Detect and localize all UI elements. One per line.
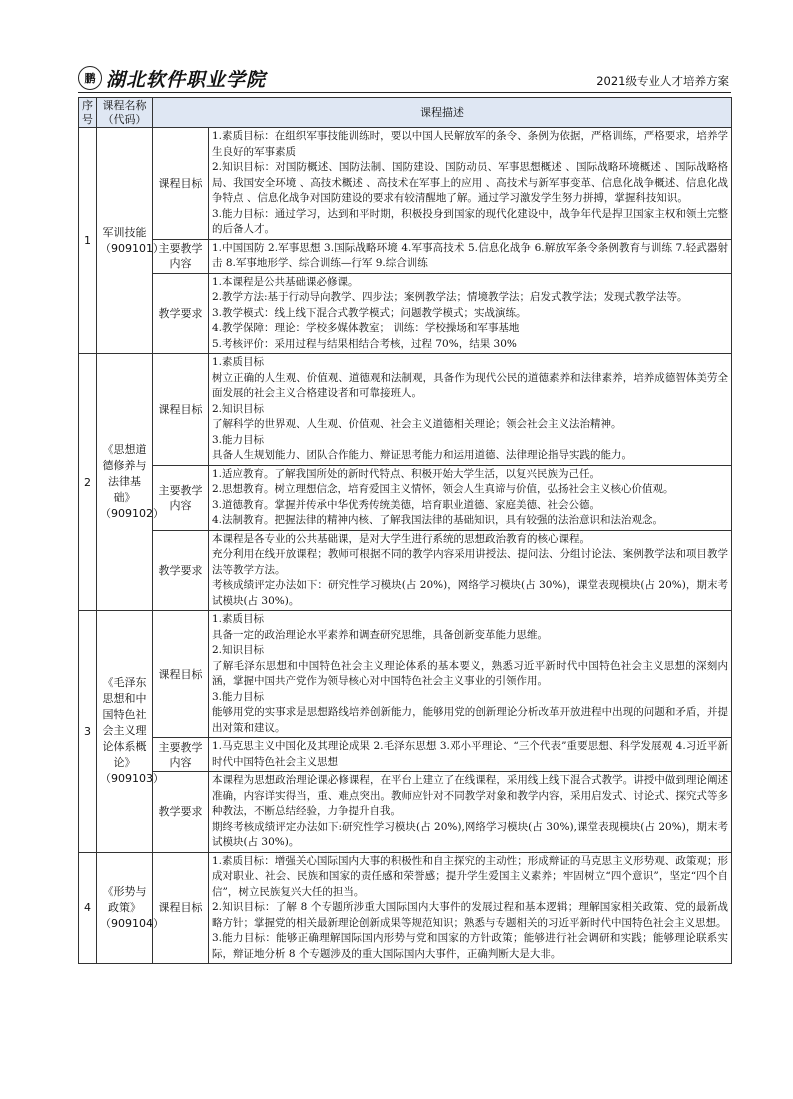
table-row	[79, 354, 732, 466]
course-serial-number: 2	[79, 354, 97, 611]
description-line: 2.知识目标：对国防概述、国防法制、国防建设、国防动员、军事思想概述 、国际战略环境概述 、国际战略格局、我国安全环境 、高技术概述 、高技术在军事上的应用 、高技术与新军事变革、信息化战争概述、信息化战争特点 、信息化战争对国防建设的要求有较清醒地了解。通过学习激发学生努力拼搏，掌握科技知识。	[212, 161, 728, 204]
description-line: 充分利用在线开放课程；教师可根据不同的教学内容采用讲授法、提问法、分组讨论法、案例教学法和项目教学法等教学方法。	[212, 548, 728, 576]
description-line: 了解毛泽东思想和中国特色社会主义理论体系的基本要义，熟悉习近平新时代中国特色社会主义思想的深刻内涵，掌握中国共产党作为领导核心对中国特色社会主义事业的引领作用。	[212, 659, 728, 687]
section-label: 教学要求	[153, 772, 209, 853]
section-content	[209, 465, 732, 530]
section-label: 主要教学内容	[153, 738, 209, 772]
school-emblem-icon: 鹏	[78, 66, 102, 90]
course-serial-number: 3	[79, 611, 97, 853]
course-serial-number: 4	[79, 852, 97, 964]
section-label: 主要教学内容	[153, 239, 209, 273]
description-line: 树立正确的人生观、价值观、道德观和法制观，具备作为现代公民的道德素养和法律素养，培养成德智体美劳全面发展的社会主义合格建设者和可靠接班人。	[212, 371, 728, 399]
description-line: 具备一定的政治理论水平素养和调查研究思维，具备创新变革能力思维。	[212, 628, 548, 641]
section-label: 课程目标	[153, 852, 209, 964]
school-name: 湖北软件职业学院	[106, 68, 267, 91]
description-line: 1.素质目标：增强关心国际国内大事的积极性和自主探究的主动性；形成辩证的马克思主义形势观、政策观；形成对职业、社会、民族和国家的责任感和荣誉感；提升学生爱国主义素养；牢固树立“四个意识”，坚定“四个自信”，树立民族复兴大任的担当。	[212, 854, 728, 898]
description-line: 2.教学方法:基于行动导向教学、四步法；案例教学法；情境教学法；启发式教学法；发现式教学法等。	[212, 291, 688, 303]
header-serial-number: 序号	[79, 98, 97, 128]
header-course-description: 课程描述	[153, 98, 732, 128]
description-line: 5.考核评价：采用过程与结果相结合考核，过程 70%，结果 30%	[212, 337, 517, 350]
section-content	[209, 354, 732, 466]
description-line: 本课程为思想政治理论课必修课程，在平台上建立了在线课程，采用线上线下混合式教学。讲授中做到理论阐述准确，内容详实得当，重、难点突出。教师应针对不同教学对象和教学内容，采用启发式、讨论式、探究式等多种教法，不断总结经验，力争提升自我。	[212, 774, 728, 817]
section-label: 教学要求	[153, 273, 209, 354]
description-line: 1.本课程是公共基础课必修课。	[212, 275, 359, 288]
description-line: 1.适应教育。了解我国所处的新时代特点、积极开始大学生活，以复兴民族为己任。	[212, 467, 601, 480]
school-logo	[78, 64, 266, 92]
description-line: 期终考核成绩评定办法如下:研究性学习模块(占 20%),网络学习模块(占 30%),课堂表现模块(占 20%)，期末考试模块(占 30%)。	[212, 820, 728, 848]
section-label: 课程目标	[153, 128, 209, 240]
table-row	[79, 273, 732, 354]
course-name: 《形势与政策》（909104）	[97, 852, 153, 964]
description-line: 3.道德教育。掌握并传承中华优秀传统美德，培育职业道德、家庭美德、社会公德。	[212, 498, 601, 511]
section-label: 课程目标	[153, 354, 209, 466]
section-content	[209, 738, 732, 772]
course-name: 军训技能（909101）	[97, 128, 153, 354]
course-rows	[79, 128, 732, 964]
description-line: 本课程是各专业的公共基础课，是对大学生进行系统的思想政治教育的核心课程。	[212, 532, 590, 545]
description-line: 2.知识目标	[212, 402, 265, 415]
section-content	[209, 128, 732, 240]
description-line: 1.素质目标	[212, 613, 265, 625]
description-line: 2.知识目标	[212, 644, 265, 656]
page-header	[78, 64, 731, 93]
description-line: 1.中国国防 2.军事思想 3.国际战略环境 4.军事高技术 5.信息化战争 6.解放军条令条例教育与训练 7.轻武器射击 8.军事地形学、综合训练—行军 9.综合训练	[212, 241, 728, 269]
table-row	[79, 772, 732, 853]
section-content	[209, 852, 732, 964]
section-label: 主要教学内容	[153, 465, 209, 530]
description-line: 3.教学模式：线上线下混合式教学模式；问题教学模式；实战演练。	[212, 306, 527, 319]
table-header-row	[79, 98, 732, 128]
table-row	[79, 465, 732, 530]
description-line: 4.法制教育。把握法律的精神内核、了解我国法律的基础知识，具有较强的法治意识和法治观念。	[212, 514, 664, 526]
section-label: 教学要求	[153, 530, 209, 611]
description-line: 1.素质目标：在组织军事技能训练时，要以中国人民解放军的条令、条例为依据，严格训练，严格要求，培养学生良好的军事素质	[212, 130, 728, 158]
section-content	[209, 772, 732, 853]
description-line: 3.能力目标：通过学习，达到和平时期，积极投身到国家的现代化建设中，战争年代是捍卫国家主权和领土完整的后备人才。	[212, 207, 728, 235]
document-title: 2021级专业人才培养方案	[596, 74, 729, 88]
course-serial-number: 1	[79, 128, 97, 354]
table-row	[79, 611, 732, 738]
table-row	[79, 738, 732, 772]
course-name: 《思想道德修养与法律基础》（909102）	[97, 354, 153, 611]
table-row	[79, 852, 732, 964]
description-line: 1.马克思主义中国化及其理论成果 2.毛泽东思想 3.邓小平理论、“三个代表”重要思想、科学发展观 4.习近平新时代中国特色社会主义思想	[212, 740, 728, 768]
description-line: 3.能力目标：能够正确理解国际国内形势与党和国家的方针政策；能够进行社会调研和实践；能够理论联系实际，辩证地分析 8 个专题涉及的重大国际国内大事件，正确判断大是大非。	[212, 932, 728, 960]
description-line: 2.知识目标：了解 8 个专题所涉重大国际国内大事件的发展过程和基本逻辑；理解国家相关政策、党的最新战略方针；掌握党的相关最新理论创新成果等规范知识；熟悉与专题相关的习近平新时代中国特色社会主义思想。	[212, 901, 728, 929]
table-row	[79, 128, 732, 240]
description-line: 1.素质目标	[212, 356, 265, 368]
description-line: 能够用党的实事求是思想路线培养创新能力，能够用党的创新理论分析改革开放进程中出现的问题和矛盾，并提出对策和建议。	[212, 706, 728, 734]
description-line: 考核成绩评定办法如下：研究性学习模块(占 20%)，网络学习模块(占 30%)，课堂表现模块(占 20%)，期末考试模块(占 30%)。	[212, 579, 728, 607]
table-row	[79, 530, 732, 611]
course-name: 《毛泽东思想和中国特色社会主义理论体系概论》（909103）	[97, 611, 153, 853]
description-line: 具备人生规划能力、团队合作能力、辩证思考能力和运用道德、法律理论指导实践的能力。	[212, 449, 632, 461]
section-content	[209, 273, 732, 354]
course-description-table	[78, 97, 732, 964]
section-content	[209, 530, 732, 611]
description-line: 2.思想教育。树立理想信念，培育爱国主义情怀，领会人生真谛与价值，弘扬社会主义核心价值观。	[212, 483, 674, 495]
table-row	[79, 239, 732, 273]
header-course-name: 课程名称（代码）	[97, 98, 153, 128]
section-label: 课程目标	[153, 611, 209, 738]
description-line: 4.教学保障：理论：学校多媒体教室； 训练：学校操场和军事基地	[212, 322, 520, 334]
section-content	[209, 239, 732, 273]
description-line: 3.能力目标	[212, 433, 265, 446]
description-line: 3.能力目标	[212, 690, 265, 703]
section-content	[209, 611, 732, 738]
description-line: 了解科学的世界观、人生观、价值观、社会主义道德相关理论；领会社会主义法治精神。	[212, 418, 622, 430]
